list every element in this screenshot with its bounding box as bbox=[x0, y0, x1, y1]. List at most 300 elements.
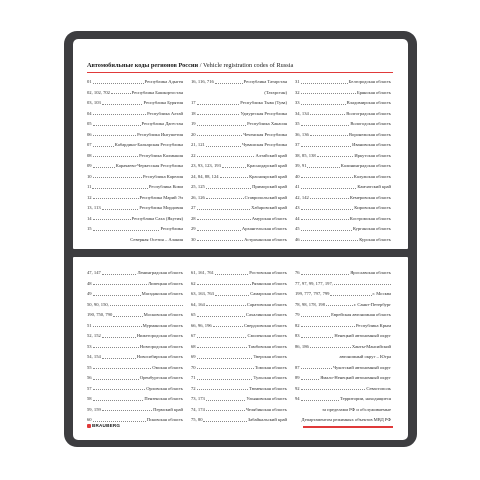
region-name: Пензенская область bbox=[144, 396, 183, 401]
leader-dots bbox=[301, 274, 349, 275]
region-row bbox=[295, 170, 391, 181]
leader-dots bbox=[102, 410, 152, 411]
region-row bbox=[191, 96, 287, 107]
leader-dots bbox=[307, 167, 340, 168]
region-name: Республика Адыгея bbox=[144, 79, 183, 84]
region-name: г. Санкт-Петербург bbox=[353, 301, 391, 307]
region-row bbox=[191, 138, 287, 149]
region-code: 14 bbox=[87, 215, 92, 221]
region-code: 29 bbox=[191, 226, 196, 231]
region-name: Ярославская область bbox=[350, 270, 391, 275]
region-name: Территории, находящиеся bbox=[339, 396, 391, 401]
region-code: 35 bbox=[295, 121, 300, 126]
region-name: Смоленская область bbox=[247, 333, 287, 338]
leader-dots bbox=[310, 347, 351, 348]
region-code: 70 bbox=[191, 364, 196, 370]
region-row bbox=[87, 403, 183, 414]
region-name: Камчатский край bbox=[357, 184, 391, 189]
region-name: Республика Крым bbox=[355, 322, 391, 328]
region-code: 89 bbox=[295, 375, 300, 380]
region-row bbox=[87, 96, 183, 107]
region-name: Амурская область bbox=[251, 215, 287, 221]
leader-dots bbox=[326, 305, 353, 306]
region-code: 26, 126 bbox=[191, 194, 205, 200]
region-row bbox=[87, 75, 183, 86]
region-row bbox=[295, 117, 391, 128]
region-code: 13, 113 bbox=[87, 205, 101, 210]
region-name: Ханты-Мансийский bbox=[351, 343, 391, 349]
region-row bbox=[191, 413, 287, 424]
region-name: Рязанская область bbox=[251, 280, 287, 286]
region-row bbox=[87, 107, 183, 118]
region-code: 51 bbox=[87, 322, 92, 328]
region-row bbox=[295, 308, 391, 319]
leader-dots bbox=[330, 295, 372, 296]
region-row bbox=[87, 86, 183, 97]
region-name: Чувашская Республика bbox=[241, 142, 287, 147]
leader-dots bbox=[301, 177, 353, 178]
region-name: Саратовская область bbox=[246, 301, 287, 307]
region-row bbox=[295, 319, 391, 330]
region-name: Республика bbox=[160, 226, 183, 231]
region-row bbox=[295, 86, 391, 97]
region-name: (Татарстан) bbox=[264, 89, 287, 95]
region-code: 15 bbox=[87, 226, 92, 231]
leader-dots bbox=[215, 274, 248, 275]
region-row bbox=[87, 319, 183, 330]
region-name: Белгородская область bbox=[348, 79, 391, 84]
brand-mark-icon bbox=[87, 424, 91, 428]
region-name: Томская область bbox=[254, 364, 287, 370]
leader-dots bbox=[93, 135, 136, 136]
leader-dots bbox=[301, 125, 349, 126]
region-code: 36, 136 bbox=[295, 131, 309, 137]
region-code: 79 bbox=[295, 312, 300, 317]
region-name: автономный округ – Югра bbox=[339, 354, 391, 359]
leader-dots bbox=[93, 379, 139, 380]
region-name: Челябинская область bbox=[245, 406, 287, 412]
region-name: Кировская область bbox=[354, 205, 391, 210]
region-code: 58 bbox=[87, 396, 92, 401]
region-code: 08 bbox=[87, 152, 92, 158]
leader-dots bbox=[301, 326, 355, 327]
leader-dots bbox=[301, 316, 330, 317]
region-code: 57 bbox=[87, 385, 92, 391]
region-code: 25, 125 bbox=[191, 184, 205, 189]
leader-dots bbox=[220, 177, 248, 178]
leader-dots bbox=[93, 230, 159, 231]
region-row bbox=[87, 298, 183, 309]
region-row bbox=[191, 308, 287, 319]
region-row bbox=[191, 371, 287, 382]
region-row bbox=[295, 266, 391, 277]
leader-dots bbox=[102, 274, 136, 275]
leader-dots bbox=[102, 358, 136, 359]
leader-dots bbox=[301, 146, 351, 147]
region-name: Северная Осетия – Алания bbox=[130, 236, 183, 242]
leader-dots bbox=[197, 347, 247, 348]
region-code: 94 bbox=[295, 396, 300, 401]
region-code: 83 bbox=[295, 333, 300, 338]
region-row bbox=[191, 392, 287, 403]
leader-dots bbox=[102, 104, 142, 105]
region-row bbox=[191, 149, 287, 160]
region-row bbox=[191, 350, 287, 361]
region-row bbox=[295, 159, 391, 170]
region-row bbox=[191, 319, 287, 330]
leader-dots bbox=[206, 305, 246, 306]
region-code: 77, 97, 99, 177, 197, bbox=[295, 280, 333, 286]
region-row bbox=[87, 170, 183, 181]
leader-dots bbox=[301, 230, 352, 231]
region-name: Иркутская область bbox=[354, 152, 391, 158]
region-row bbox=[87, 277, 183, 288]
region-name: Республика Калмыкия bbox=[139, 152, 183, 158]
region-code: 82 bbox=[295, 322, 300, 328]
region-row bbox=[191, 75, 287, 86]
region-row bbox=[295, 413, 391, 424]
leader-dots bbox=[197, 240, 243, 241]
leader-dots bbox=[113, 316, 143, 317]
region-row bbox=[191, 361, 287, 372]
leader-dots bbox=[93, 389, 145, 390]
region-name: Ленинградская область bbox=[137, 270, 183, 275]
region-name: Республика Ингушетия bbox=[137, 131, 183, 137]
region-code: 60 bbox=[87, 417, 92, 422]
leader-dots bbox=[93, 421, 146, 422]
region-name: Хабаровский край bbox=[251, 205, 287, 210]
leader-dots bbox=[301, 209, 353, 210]
leader-dots bbox=[93, 219, 131, 220]
region-name: Алтайский край bbox=[255, 152, 287, 158]
leader-dots bbox=[213, 326, 243, 327]
heading-russian: Автомобильные коды регионов России bbox=[87, 62, 199, 69]
region-name: Краснодарский край bbox=[246, 163, 287, 168]
region-code: 10 bbox=[87, 173, 92, 179]
region-code: 09 bbox=[87, 163, 92, 168]
region-code: 02, 102, 702 bbox=[87, 89, 110, 95]
leader-dots bbox=[93, 83, 144, 84]
region-code: 61, 161, 761 bbox=[191, 270, 214, 275]
heading-english: / Vehicle registration codes of Russia bbox=[198, 62, 294, 69]
region-code: 40 bbox=[295, 173, 300, 179]
region-row bbox=[191, 403, 287, 414]
leader-dots bbox=[197, 209, 250, 210]
leader-dots bbox=[206, 188, 251, 189]
leader-dots bbox=[317, 156, 353, 157]
leader-dots bbox=[203, 421, 247, 422]
region-row bbox=[87, 222, 183, 233]
region-name: Республика Тыва (Тува) bbox=[240, 100, 287, 105]
region-name: Республика Коми bbox=[148, 184, 183, 189]
region-row bbox=[191, 340, 287, 351]
region-name: Свердловская область bbox=[243, 322, 287, 328]
region-name: за пределами РФ и обслуживаемые bbox=[322, 406, 391, 412]
region-row bbox=[87, 128, 183, 139]
region-code: 56 bbox=[87, 375, 92, 380]
region-row bbox=[87, 329, 183, 340]
region-code: 67 bbox=[191, 333, 196, 338]
region-code: 190, 750, 790 bbox=[87, 312, 113, 317]
brand-name: BRAUBERG bbox=[92, 423, 121, 428]
region-name: Архангельская область bbox=[241, 226, 287, 231]
leader-dots bbox=[93, 198, 139, 199]
region-code: 55 bbox=[87, 364, 92, 370]
leader-dots bbox=[93, 177, 142, 178]
region-row bbox=[295, 382, 391, 393]
region-name: Ненецкий автономный округ bbox=[334, 333, 391, 338]
leader-dots bbox=[93, 114, 146, 115]
region-code: 01 bbox=[87, 79, 92, 84]
region-name: Чеченская Республика bbox=[243, 131, 287, 137]
region-name: Республика Мордовия bbox=[139, 205, 183, 210]
region-name: Магаданская область bbox=[141, 291, 183, 296]
leader-dots bbox=[92, 188, 148, 189]
region-row bbox=[191, 212, 287, 223]
footer-accent-bar bbox=[303, 426, 393, 428]
leader-dots bbox=[197, 135, 242, 136]
region-row bbox=[191, 277, 287, 288]
region-row bbox=[87, 350, 183, 361]
region-row bbox=[87, 361, 183, 372]
region-code: 22 bbox=[191, 152, 196, 158]
region-row bbox=[295, 201, 391, 212]
region-code: 59, 159 bbox=[87, 406, 101, 412]
top-column-1 bbox=[87, 75, 183, 243]
region-code: 62 bbox=[191, 280, 196, 286]
region-name: Ульяновская область bbox=[246, 396, 287, 401]
leader-dots bbox=[301, 188, 356, 189]
top-column-2 bbox=[191, 75, 287, 243]
region-code: 19 bbox=[191, 121, 196, 126]
region-row bbox=[295, 392, 391, 403]
top-page bbox=[73, 39, 408, 249]
region-row bbox=[191, 128, 287, 139]
region-name: Липецкая область bbox=[148, 280, 183, 286]
region-code: 76 bbox=[295, 270, 300, 275]
region-name: Орловская область bbox=[146, 385, 183, 391]
region-row bbox=[191, 86, 287, 97]
region-code: 66, 96, 196 bbox=[191, 322, 212, 328]
region-code: 11 bbox=[87, 184, 92, 189]
region-name: Республика Марий Эл bbox=[139, 194, 183, 200]
leader-dots bbox=[197, 379, 252, 380]
region-code: 05 bbox=[87, 121, 92, 126]
region-code: 03, 103 bbox=[87, 100, 101, 105]
leader-dots bbox=[110, 305, 183, 306]
region-code: 04 bbox=[87, 110, 92, 116]
region-code: 54, 154 bbox=[87, 354, 101, 359]
region-name: Мурманская область bbox=[142, 322, 183, 328]
region-code: 63, 163, 763 bbox=[191, 291, 214, 296]
region-code: 28 bbox=[191, 215, 196, 221]
leader-dots bbox=[310, 198, 349, 199]
region-name: Оренбургская область bbox=[139, 375, 183, 380]
region-name: Республика Карелия bbox=[143, 173, 183, 179]
region-row bbox=[87, 287, 183, 298]
leader-dots bbox=[301, 389, 365, 390]
region-name: Костромская область bbox=[349, 215, 391, 221]
region-code: 20 bbox=[191, 131, 196, 137]
leader-dots bbox=[93, 295, 141, 296]
leader-dots bbox=[301, 104, 346, 105]
region-code: 65 bbox=[191, 312, 196, 317]
leader-dots bbox=[102, 337, 136, 338]
region-code: 43 bbox=[295, 205, 300, 210]
region-code: 42, 142 bbox=[295, 194, 309, 200]
region-code: 69 bbox=[191, 354, 196, 359]
region-row bbox=[295, 371, 391, 382]
region-name: Московская область bbox=[143, 312, 183, 317]
region-row bbox=[191, 107, 287, 118]
region-name: Пермский край bbox=[153, 406, 183, 412]
leader-dots bbox=[215, 295, 249, 296]
region-name: Севастополь bbox=[366, 385, 391, 391]
region-row bbox=[87, 308, 183, 319]
leader-dots bbox=[197, 316, 245, 317]
brand-logo bbox=[87, 423, 120, 428]
region-name: Калужская область bbox=[353, 173, 391, 179]
leader-dots bbox=[301, 83, 348, 84]
region-code: 47, 147 bbox=[87, 270, 101, 275]
region-name: Чукотский автономный округ bbox=[333, 364, 391, 370]
region-name: Республика Саха (Якутия) bbox=[131, 215, 183, 221]
region-code: 38, 85, 138 bbox=[295, 152, 316, 158]
leader-dots bbox=[206, 146, 241, 147]
leader-dots bbox=[197, 337, 246, 338]
region-row bbox=[87, 180, 183, 191]
region-code: 17 bbox=[191, 100, 196, 105]
region-code: 74, 174 bbox=[191, 406, 205, 412]
region-row bbox=[191, 180, 287, 191]
region-row bbox=[191, 287, 287, 298]
region-code: 44 bbox=[295, 215, 300, 221]
leader-dots bbox=[197, 368, 254, 369]
region-name: Приморский край bbox=[252, 184, 287, 189]
notebook-spine bbox=[64, 249, 417, 257]
region-row bbox=[191, 117, 287, 128]
region-code: 52, 152 bbox=[87, 333, 101, 338]
region-row bbox=[87, 191, 183, 202]
region-name: г. Москва bbox=[372, 291, 391, 296]
leader-dots bbox=[93, 125, 141, 126]
region-row bbox=[295, 329, 391, 340]
leader-dots bbox=[102, 209, 138, 210]
region-name: Республика Бурятия bbox=[143, 100, 183, 105]
bottom-column-1 bbox=[87, 266, 183, 424]
region-name: Ставропольский край bbox=[244, 194, 287, 200]
region-row bbox=[87, 159, 183, 170]
leader-dots bbox=[93, 347, 139, 348]
region-name: Красноярский край bbox=[249, 173, 287, 179]
region-row bbox=[87, 233, 183, 244]
leader-dots bbox=[206, 198, 244, 199]
region-name: Республика Татарстан bbox=[243, 79, 287, 84]
leader-dots bbox=[197, 219, 251, 220]
region-code: 12 bbox=[87, 194, 92, 200]
leader-dots bbox=[111, 93, 131, 94]
region-row bbox=[295, 222, 391, 233]
region-name: Республика Хакасия bbox=[247, 121, 287, 126]
leader-dots bbox=[93, 284, 147, 285]
region-row bbox=[295, 191, 391, 202]
region-row bbox=[87, 340, 183, 351]
region-row bbox=[295, 403, 391, 414]
region-name: Департаментом режимных объектов МВД РФ bbox=[301, 417, 391, 422]
region-row bbox=[295, 128, 391, 139]
region-code: 75, 80 bbox=[191, 417, 203, 422]
region-name: Республика Алтай bbox=[147, 110, 183, 116]
leader-dots bbox=[310, 114, 345, 115]
region-name: Воронежская область bbox=[348, 131, 391, 137]
leader-dots bbox=[301, 368, 332, 369]
leader-dots bbox=[93, 146, 114, 147]
region-name: Тюменская область bbox=[249, 385, 287, 391]
region-name: Республика Дагестан bbox=[141, 121, 183, 126]
region-row bbox=[191, 233, 287, 244]
leader-dots bbox=[197, 389, 248, 390]
region-code: 199, 777, 797, 799 bbox=[295, 291, 330, 296]
region-code: 30 bbox=[191, 236, 196, 242]
region-name: Забайкальский край bbox=[247, 417, 287, 422]
bottom-page bbox=[73, 257, 408, 440]
region-code: 27 bbox=[191, 205, 196, 210]
region-name: Карачаево-Черкесская Республика bbox=[115, 163, 183, 168]
region-name: Тульская область bbox=[253, 375, 287, 380]
region-row bbox=[87, 266, 183, 277]
region-code: 24, 84, 88, 124 bbox=[191, 173, 219, 179]
region-name: Владимирская область bbox=[346, 100, 391, 105]
region-row bbox=[191, 382, 287, 393]
region-row bbox=[87, 117, 183, 128]
leader-dots bbox=[301, 240, 358, 241]
region-name: Ямало-Ненецкий автономный округ bbox=[320, 375, 391, 380]
leader-dots bbox=[197, 125, 246, 126]
region-code: 49 bbox=[87, 291, 92, 296]
region-row bbox=[295, 287, 391, 298]
leader-dots bbox=[215, 83, 243, 84]
region-name: Псковская область bbox=[146, 417, 183, 422]
leader-dots bbox=[206, 410, 245, 411]
leader-dots bbox=[93, 156, 138, 157]
region-name: Калининградская область bbox=[340, 163, 391, 168]
region-row bbox=[295, 107, 391, 118]
region-name: Кемеровская область bbox=[349, 194, 391, 200]
leader-dots bbox=[222, 167, 246, 168]
leader-dots bbox=[301, 337, 333, 338]
region-code: 34, 134 bbox=[295, 110, 309, 116]
region-code: 53 bbox=[87, 343, 92, 349]
region-code: 39, 91 bbox=[295, 163, 307, 168]
region-code: 73, 173 bbox=[191, 396, 205, 401]
region-code: 86, 186 bbox=[295, 343, 309, 349]
region-row bbox=[295, 233, 391, 244]
region-row bbox=[191, 170, 287, 181]
leader-dots bbox=[93, 326, 142, 327]
region-row bbox=[191, 266, 287, 277]
region-row bbox=[295, 298, 391, 309]
region-name: Тамбовская область bbox=[248, 343, 287, 349]
region-code: 72 bbox=[191, 385, 196, 391]
region-row bbox=[87, 212, 183, 223]
region-row bbox=[191, 191, 287, 202]
region-code: 23, 93, 123, 193 bbox=[191, 163, 221, 168]
region-row bbox=[191, 329, 287, 340]
region-code: 46 bbox=[295, 236, 300, 242]
region-row bbox=[191, 222, 287, 233]
region-name: Новосибирская область bbox=[136, 354, 183, 359]
region-code: 18 bbox=[191, 110, 196, 116]
